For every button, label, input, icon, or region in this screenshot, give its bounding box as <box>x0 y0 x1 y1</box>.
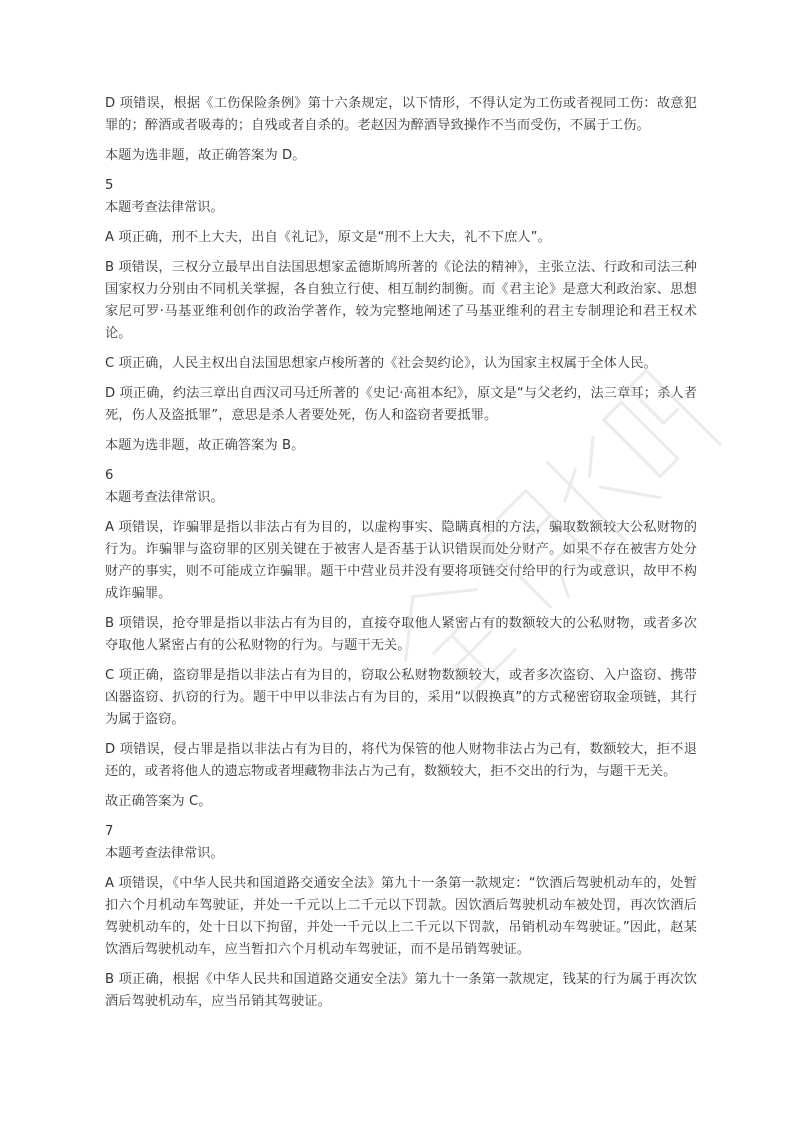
paragraph-q5-answer: 本题为选非题，故正确答案为 B。 <box>105 438 305 453</box>
paragraph-q5-d: D 项正确，约法三章出自西汉司马迁所著的《史记·高祖本纪》，原文是“与父老约，法三章耳；杀人者死，伤人及盗抵罪”，意思是杀人者要处死，伤人和盗窃者要抵罪。 <box>105 386 697 423</box>
paragraph-q6-a: A 项错误，诈骗罪是指以非法占有为目的，以虚构事实、隐瞒真相的方法，骗取数额较大公私财物的行为。诈骗罪与盗窃罪的区别关键在于被害人是否基于认识错误而处分财产。如果不存在被害方处分财产的事实，则不可能成立诈骗罪。题干中营业员并没有要将项链交付给甲的行为或意识，故甲不构成诈骗罪。 <box>105 520 697 601</box>
paragraph-q7-b: B 项正确，根据《中华人民共和国道路交通安全法》第九十一条第一款规定，钱某的行为属于再次饮酒后驾驶机动车，应当吊销其驾驶证。 <box>105 972 697 1009</box>
paragraph-q6-d: D 项错误，侵占罪是指以非法占有为目的，将代为保管的他人财物非法占为己有，数额较大，拒不退还的，或者将他人的遗忘物或者埋藏物非法占为己有，数额较大，拒不交出的行为，与题干无关。 <box>105 742 697 779</box>
answer-explanation-body <box>105 93 697 1021</box>
paragraph-q5-c: C 项正确，人民主权出自法国思想家卢梭所著的《社会契约论》，认为国家主权属于全体人民。 <box>105 356 657 371</box>
question-topic-7: 本题考查法律常识。 <box>105 846 224 861</box>
paragraph-q6-c: C 项正确，盗窃罪是指以非法占有为目的，窃取公私财物数额较大，或者多次盗窃、入户盗窃、携带凶器盗窃、扒窃的行为。题干中甲以非法占有为目的，采用“以假换真”的方式秘密窃取金项链，其行为属于盗窃。 <box>105 668 697 727</box>
question-number-6: 6 <box>105 468 114 483</box>
paragraph-q6-answer: 故正确答案为 C。 <box>105 794 212 809</box>
paragraph-q7-a: A 项错误，《中华人民共和国道路交通安全法》第九十一条第一款规定：“饮酒后驾驶机动车的，处暂扣六个月机动车驾驶证，并处一千元以上二千元以下罚款。因饮酒后驾驶机动车被处罚，再次饮酒后驾驶机动车的，处十日以下拘留，并处一千元以上二千元以下罚款，吊销机动车驾驶证。”因此，赵某饮酒后驾驶机动车，应当暂扣六个月机动车驾驶证，而不是吊销驾驶证。 <box>105 876 697 957</box>
question-topic-5: 本题考查法律常识。 <box>105 200 224 215</box>
paragraph-q5-a: A 项正确，刑不上大夫，出自《礼记》，原文是“刑不上大夫，礼不下庶人”。 <box>105 230 551 245</box>
question-number-5: 5 <box>105 178 114 193</box>
paragraph-q4-d: D 项错误，根据《工伤保险条例》第十六条规定，以下情形，不得认定为工伤或者视同工伤：故意犯罪的；醉酒或者吸毒的；自残或者自杀的。老赵因为醉酒导致操作不当而受伤，不属于工伤。 <box>105 96 697 133</box>
paragraph-q6-b: B 项错误，抢夺罪是指以非法占有为目的，直接夺取他人紧密占有的数额较大的公私财物，或者多次夺取他人紧密占有的公私财物的行为。与题干无关。 <box>105 616 697 653</box>
paragraph-q4-answer: 本题为选非题，故正确答案为 D。 <box>105 148 306 163</box>
question-number-7: 7 <box>105 824 114 839</box>
question-topic-6: 本题考查法律常识。 <box>105 490 224 505</box>
paragraph-q5-b: B 项错误，三权分立最早出自法国思想家孟德斯鸠所著的《论法的精神》，主张立法、行政和司法三种国家权力分别由不同机关掌握，各自独立行使、相互制约制衡。而《君主论》是意大利政治家、思想家尼可罗·马基亚维利创作的政治学著作，较为完整地阐述了马基亚维利的君主专制理论和君王权术论。 <box>105 260 697 341</box>
